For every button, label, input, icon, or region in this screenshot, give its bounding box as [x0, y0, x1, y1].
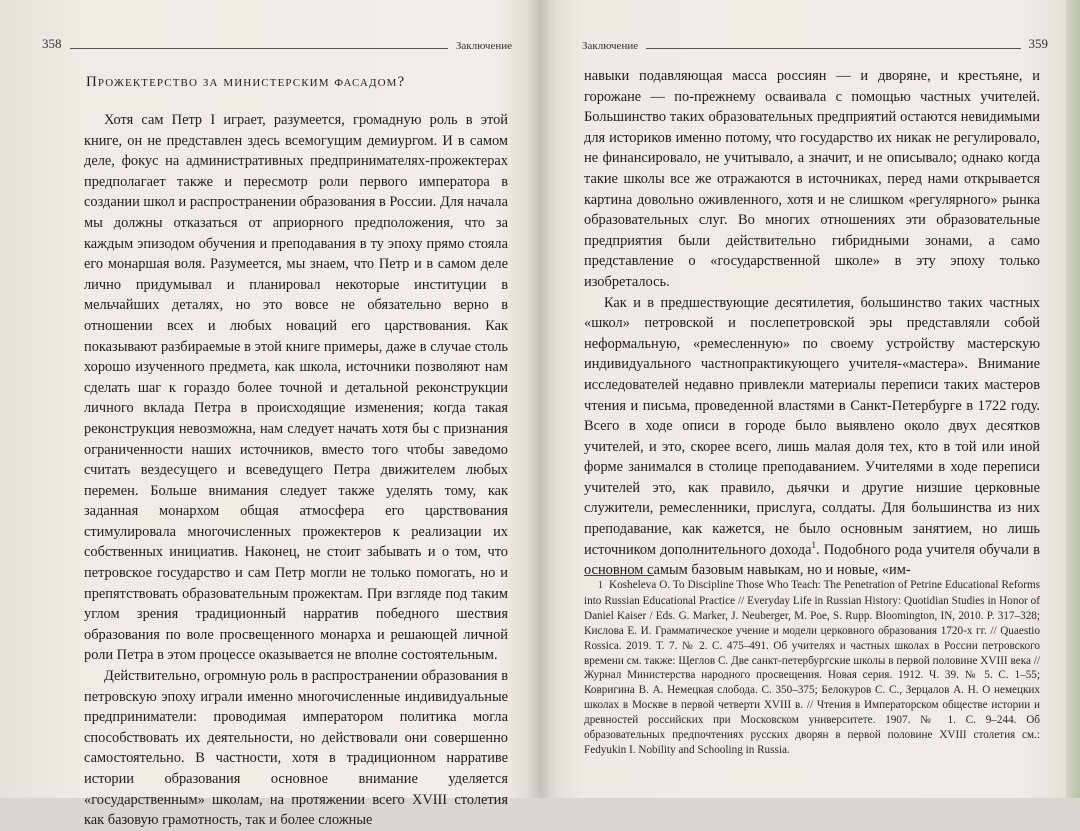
left-text-column	[84, 110, 508, 831]
footnote-reference[interactable]: 1	[811, 539, 816, 550]
page-number-right: 359	[1028, 36, 1048, 51]
footnote-rule	[584, 575, 654, 576]
footnote-number: 1	[598, 580, 603, 591]
running-head-left	[42, 36, 512, 52]
paragraph-text: Подобного рода учителя обучали в основном самым базовым навыкам, но и новые, «им-	[584, 541, 1040, 579]
running-head-rule	[70, 48, 448, 49]
paragraph: навыки подавляющая масса россиян — и дворяне, и крестьяне, и горожане — по-прежнему осваивала с помощью частных учителей. Большинство таких образовательных предприятий остаются невидимыми для историков именно потому, что государство их никак не регулировало, не финансировало, не учитывало, а значит, и не описывало; однако когда такие школы все же отражаются в источниках, перед нами открывается картина довольно оживленного, хотя и не слишком «регулярного» рынка образовательных слуг. Во многих отношениях эти образовательные предприятия были действительно гибридными зонами, а само представление о «государственной школе» в эту эпоху только изобреталось.	[584, 68, 1040, 290]
left-page	[0, 0, 530, 829]
footnote-text: Kosheleva O. To Discipline Those Who Teach: The Penetration of Petrine Educational Reforms into Russian Educational Practice // Everyday Life in Russian History: Quotidian Studies in Honor of Daniel Kaiser / Eds. G. Marker, J. Neuberger, M. Poe, S. Rupp. Bloomington, IN, 2010. P. 317–328; Кислова Е. И. Грамматическое учение и модели церковного образования 1720-х гг. // Quaestio Rossica. 2019. Т. 7. № 2. С. 475–491. Об учителях и частных школах в России петровского времени см. также: Щеглов С. Две санкт-петербургские школы в первой половине XVIII века // Журнал Министерства народного просвещения. Новая серия. 1912. Ч. 39. № 5. С. 1–55; Ковригина В. А. Немецкая слобода. С. 350–375; Белокуров С. С., Зерцалов А. Н. О немецких школах в Москве в первой четверти XVIII в. // Чтения в Императорском обществе истории и древностей российских при Московском университете. 1907. № 1. С. 9–244. Об образовательных предпочтениях русских дворян в первой половине XVIII столетия см.: Fedyukin I. Nobility and Schooling in Russia.	[584, 579, 1040, 756]
running-head-title-right: Заключение	[582, 40, 639, 52]
paragraph: Хотя сам Петр I играет, разумеется, громадную роль в этой книге, он не представлен здесь всемогущим демиургом. И в самом деле, фокус на административных предпринимателях-прожектерах предполагает также и пересмотр роли первого императора в создании школ и распространении образования в России. Для начала мы должны отказаться от априорного предположения, что за каждым эпизодом обучения и преподавания в ту эпоху прямо стояла его монаршая воля. Разумеется, мы знаем, что Петр и в самом деле лично придумывал и планировал некоторые институции в мельчайших деталях, но это вовсе не обязательно верно в отношении всех и любых новаций его царствования. Как показывают разбираемые в этой книге примеры, даже в случае столь хорошо изученного предмета, как школа, источники позволяют нам сделать шаг к гораздо более точной и детальной реконструкции личного вклада Петра в происходящие изменения; когда такая реконструкция невозможна, нам следует начать хотя бы с признания ограниченности наших источников, вместо того чтобы заведомо считать вездесущего и всеведущего Петра движителем любых перемен. Больше внимания следует также уделять тому, как заданная монархом общая атмосфера его царствования стимулировала многочисленных прожектеров к реализации их собственных инициатив. Наконец, не стоит забывать и о том, что петровское государство и сам Петр могли не только помогать, но и препятствовать образовательным прожектам. При взгляде под таким углом зрения традиционный нарратив победного шествия образования по воле просвещенного монарха и решающей личной роли Петра в этом процессе оказывается не вполне состоятельным.	[84, 112, 509, 664]
right-page	[552, 0, 1066, 798]
footnote	[584, 578, 1040, 758]
right-text-column	[584, 66, 1040, 581]
paragraph-text: Как и в предшествующие десятилетия, большинство таких частных «школ» петровской и послепетровской эры представляли собой неформальную, «ремесленную» по своему устройству мастерскую индивидуального частнопрактикующего учителя-«мастера». Внимание исследователей недавно привлекли материалы переписи таких мастеров чтения и письма, проведенной властями в Санкт-Петербурге в 1722 году. Всего в ходе описи в городе было выявлено около двух десятков учителей, и это, скорее всего, лишь малая доля тех, кто в той или иной форме занимался в столице преподаванием. Учителями в ходе переписи учителей это, как правило, дьячки и другие низшие церковные служители, ремесленники, прислуга, солдаты. Для большинства из них преподавание, как кажется, не было основным занятием, но лишь источником дополнительного дохода	[584, 294, 1040, 558]
paragraph-with-note: Как и в предшествующие десятилетия, большинство таких частных «школ» петровской и послепетровской эры представляли собой неформальную, «ремесленную» по своему устройству мастерскую индивидуального частнопрактикующего учителя-«мастера». Внимание исследователей недавно привлекли материалы переписи таких мастеров чтения и письма, проведенной властями в Санкт-Петербурге в 1722 году. Всего в ходе описи в городе было выявлено около двух десятков учителей, и это, скорее всего, лишь малая доля тех, кто в той или иной форме занимался в столице преподаванием. Учителями в ходе переписи учителей это, как правило, дьячки и другие низшие церковные служители, ремесленники, прислуга, солдаты. Для большинства из них преподавание, как кажется, не было основным занятием, но лишь источником дополнительного дохода$^1$. Подобного рода учителя обучали в основном самым базовым навыкам, но и новые, «им-	[584, 294, 1040, 579]
section-heading: Прожектерство за министерским фасадом?	[86, 74, 406, 90]
running-head-title-left: Заключение	[455, 40, 512, 52]
running-head-right	[582, 36, 1048, 52]
running-head-rule	[646, 48, 1020, 49]
paragraph: Действительно, огромную роль в распространении образования в петровскую эпоху играли именно многочисленные индивидуальные предприниматели: проводимая императором политика могла способствовать их деятельности, но действовали они совершенно самостоятельно. В частности, хотя в традиционном нарративе истории образования основное внимание уделяется «государственным» школам, на протяжении всего XVIII столетия как базовую грамотность, так и более сложные	[84, 668, 508, 829]
page-number-left: 358	[42, 36, 62, 51]
page-edge	[1066, 0, 1080, 798]
